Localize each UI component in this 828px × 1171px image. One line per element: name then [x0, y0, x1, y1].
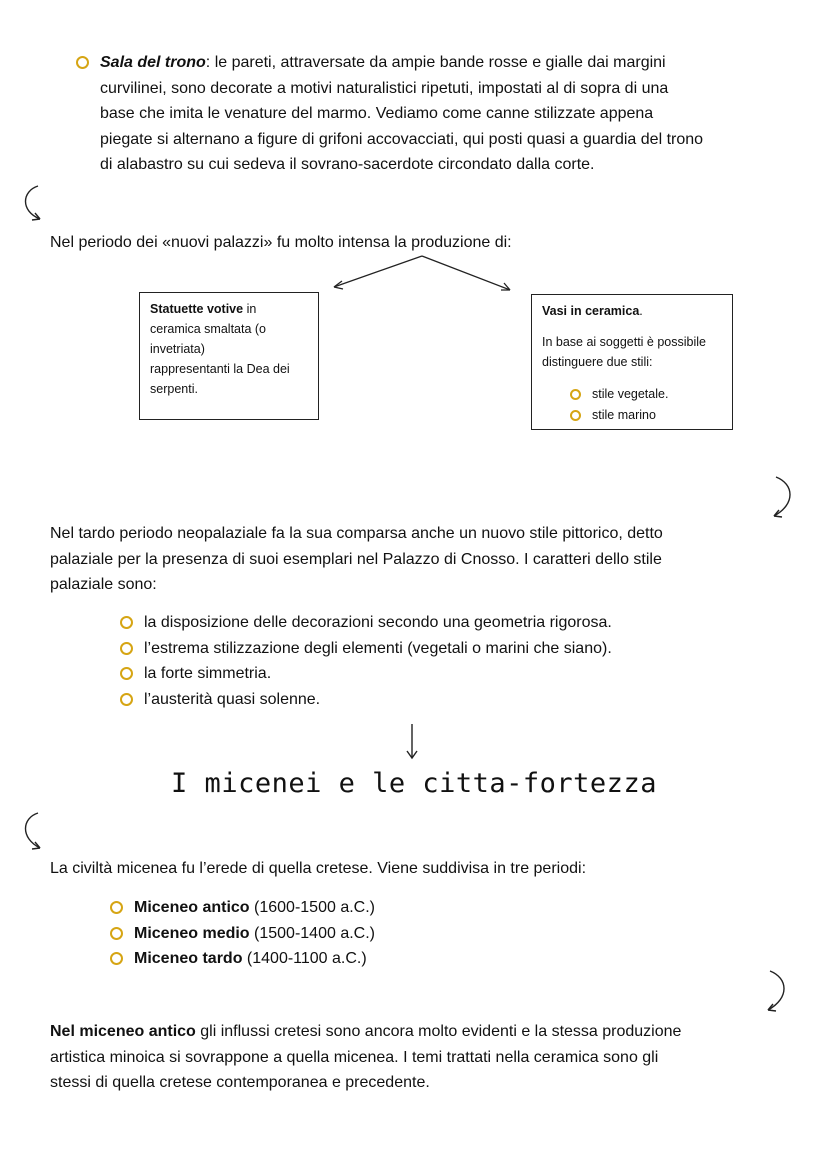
vasi-title: Vasi in ceramica: [542, 304, 640, 318]
miceneo-antico-lead: Nel miceneo antico: [50, 1023, 196, 1040]
curved-arrow-icon: [18, 183, 48, 228]
intro-line-4: piegate si alternano a figure di grifoni accovacciati, qui posti quasi a guardia del trono: [100, 130, 704, 148]
nuovi-palazzi-intro: Nel periodo dei «nuovi palazzi» fu molto intensa la produzione di:: [50, 234, 512, 251]
period-name: Miceneo antico: [134, 899, 250, 916]
palaziale-line-2: palaziale per la presenza di suoi esemplari nel Palazzo di Cnosso. I caratteri dello stile: [50, 550, 662, 568]
bullet-ring-icon: [120, 693, 133, 706]
intro-line-2: curvilinei, sono decorate a motivi naturalistici ripetuti, impostati al di sopra di una: [100, 79, 669, 97]
miceneo-antico-line-2: artistica minoica si sovrappone a quella micenea. I temi trattati nella ceramica sono gli: [50, 1048, 659, 1066]
period-dates: (1500-1400 a.C.): [249, 924, 375, 942]
micenea-intro: La civiltà micenea fu l’erede di quella cretese. Viene suddivisa in tre periodi:: [50, 860, 587, 877]
curved-arrow-icon: [762, 968, 794, 1016]
intro-line-1: : le pareti, attraversate da ampie bande rosse e gialle dai margini: [205, 54, 666, 71]
vasi-line-2: distinguere due stili:: [542, 355, 653, 369]
section-heading: I micenei e le citta-fortezza: [171, 768, 657, 799]
period-dates: (1400-1100 a.C.): [242, 950, 367, 967]
bullet-ring-icon: [110, 952, 123, 965]
bullet-ring-icon: [110, 927, 123, 940]
statuette-box: [139, 292, 319, 420]
vasi-box: Vasi in ceramica. In base ai soggetti è possibile distinguere due stili: stile vegetale. stile marino: [531, 294, 733, 430]
vasi-title-end: .: [639, 304, 643, 318]
palaziale-line-1: Nel tardo periodo neopalaziale fa la sua comparsa anche un nuovo stile pittorico, detto: [50, 525, 663, 542]
curved-arrow-icon: [768, 474, 800, 522]
bullet-ring-icon: [76, 56, 89, 69]
bullet-ring-icon: [120, 667, 133, 680]
curved-arrow-icon: [18, 810, 48, 855]
vasi-line-1: In base ai soggetti è possibile: [542, 335, 706, 349]
statuette-title: Statuette votive: [150, 302, 244, 316]
period-name: Miceneo tardo: [134, 950, 243, 967]
statuette-line-1: in: [243, 302, 257, 316]
statuette-line-2: ceramica smaltata (o: [150, 322, 267, 336]
miceneo-antico-line-1: gli influssi cretesi sono ancora molto evidenti e la stessa produzione: [195, 1023, 682, 1040]
intro-line-3: base che imita le venature del marmo. Vediamo come canne stilizzate appena: [100, 105, 654, 122]
branch-arrows-icon: [320, 252, 520, 297]
statuette-line-4: rappresentanti la Dea dei: [150, 362, 290, 376]
bullet-ring-icon: [570, 389, 581, 400]
statuette-line-3: invetriata): [150, 342, 205, 356]
miceneo-antico-line-3: stessi di quella cretese contemporanea e precedente.: [50, 1074, 430, 1091]
intro-line-5: di alabastro su cui sedeva il sovrano-sacerdote circondato dalla corte.: [100, 156, 595, 173]
palaziale-line-3: palaziale sono:: [50, 576, 157, 593]
down-arrow-icon: [405, 722, 419, 762]
intro-term: Sala del trono: [100, 54, 206, 71]
bullet-ring-icon: [570, 410, 581, 421]
statuette-line-5: serpenti.: [150, 382, 198, 396]
bullet-ring-icon: [110, 901, 123, 914]
period-name: Miceneo medio: [134, 924, 250, 942]
bullet-ring-icon: [120, 616, 133, 629]
period-dates: (1600-1500 a.C.): [249, 899, 375, 916]
bullet-ring-icon: [120, 642, 133, 655]
